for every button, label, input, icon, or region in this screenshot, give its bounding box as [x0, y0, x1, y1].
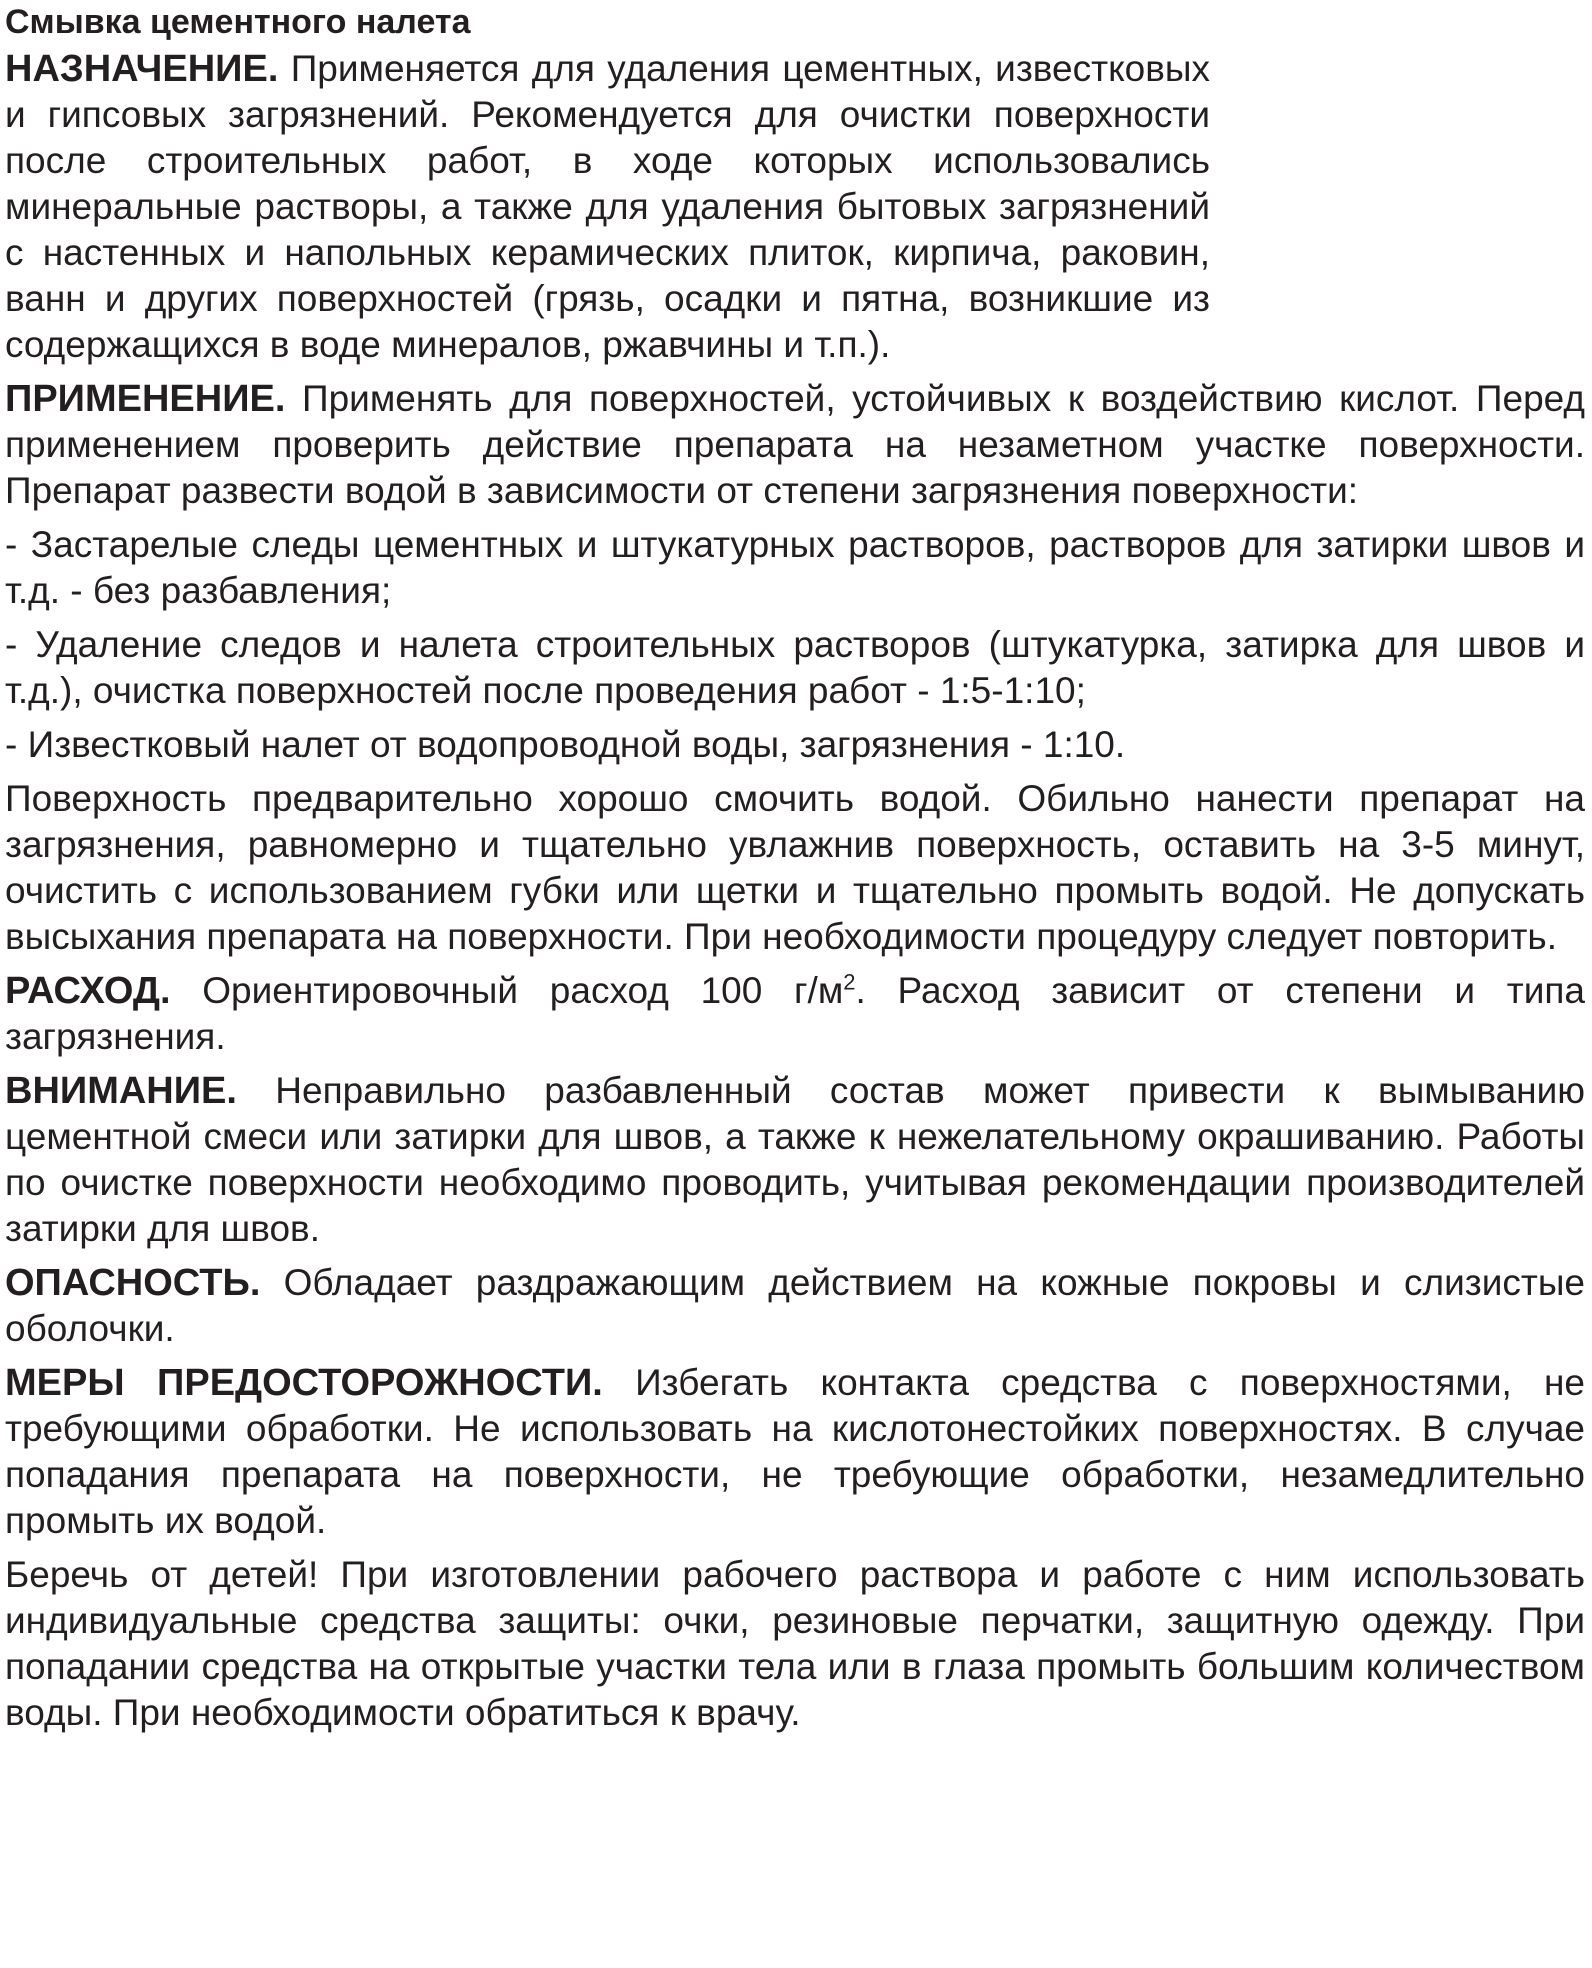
dilution-item-3: - Известковый налет от водопроводной воды, загрязнения - 1:10. [5, 724, 1126, 765]
safety-section: Беречь от детей! При изготовлении рабочего раствора и работе с ним использовать индивидуальные средства защиты: очки, резиновые перчатки, защитную одежду. При попадании средства на открытые участки тела или в глаза промыть большим количеством воды. При необходимости обратиться к врачу. [5, 1554, 1585, 1733]
purpose-section [5, 46, 1210, 368]
application-instructions: Поверхность предварительно хорошо смочить водой. Обильно нанести препарат на загрязнения, равномерно и тщательно увлажнив поверхность, оставить на 3-5 минут, очистить с использованием губки или щетки и тщательно промыть водой. Не допускать высыхания препарата на поверхности. При необходимости процедуру следует повторить. [5, 778, 1585, 957]
danger-text: Обладает раздражающим действием на кожные покровы и слизистые оболочки. [5, 1262, 1586, 1349]
precautions-section [5, 1360, 1585, 1544]
consumption-section [5, 968, 1585, 1060]
precautions-text: Избегать контакта средства с поверхностями, не требующими обработки. Не использовать на кислотонестойких поверхностях. В случае попадания препарата на поверхности, не требующие обработки, незамедлительно промыть их водой. [5, 1362, 1585, 1541]
attention-text: Неправильно разбавленный состав может привести к вымыванию цементной смеси или затирки для швов, а также к нежелательному окрашиванию. Работы по очистке поверхности необходимо проводить, учитывая рекомендации производителей затирки для швов. [5, 1070, 1585, 1249]
consumption-text: Ориентировочный расход 100 г/м [202, 970, 844, 1011]
danger-section [5, 1260, 1585, 1352]
danger-heading: ОПАСНОСТЬ. [5, 1262, 261, 1304]
precautions-heading: МЕРЫ ПРЕДОСТОРОЖНОСТИ. [5, 1362, 603, 1404]
document-title: Смывка цементного налета [5, 3, 471, 41]
purpose-text: Применяется для удаления цементных, известковых и гипсовых загрязнений. Рекомендуется для очистки поверхности после строительных работ, в ходе которых использовались минеральные растворы, а также для удаления бытовых загрязнений с настенных и напольных керамических плиток, кирпича, раковин, ванн и других поверхностей (грязь, осадки и пятна, возникшие из содержащихся в воде минералов, ржавчины и т.п.). [5, 48, 1211, 365]
consumption-text-tail: . Расход зависит от степени и типа загрязнения. [5, 970, 1585, 1057]
consumption-unit-superscript: 2 [843, 969, 856, 995]
application-heading: ПРИМЕНЕНИЕ. [5, 378, 286, 420]
dilution-item-1: - Застарелые следы цементных и штукатурных растворов, растворов для затирки швов и т.д. - без разбавления; [5, 524, 1585, 611]
application-section [5, 376, 1585, 514]
consumption-heading: РАСХОД. [5, 970, 171, 1012]
instruction-document [5, 0, 1585, 1744]
dilution-item-2: - Удаление следов и налета строительных растворов (штукатурка, затирка для швов и т.д.), очистка поверхностей после проведения работ - 1:5-1:10; [5, 624, 1585, 711]
attention-section [5, 1068, 1585, 1252]
attention-heading: ВНИМАНИЕ. [5, 1070, 237, 1112]
purpose-heading: НАЗНАЧЕНИЕ. [5, 48, 279, 90]
application-text: Применять для поверхностей, устойчивых к воздействию кислот. Перед применением проверить действие препарата на незаметном участке поверхности. Препарат развести водой в зависимости от степени загрязнения поверхности: [5, 378, 1586, 511]
